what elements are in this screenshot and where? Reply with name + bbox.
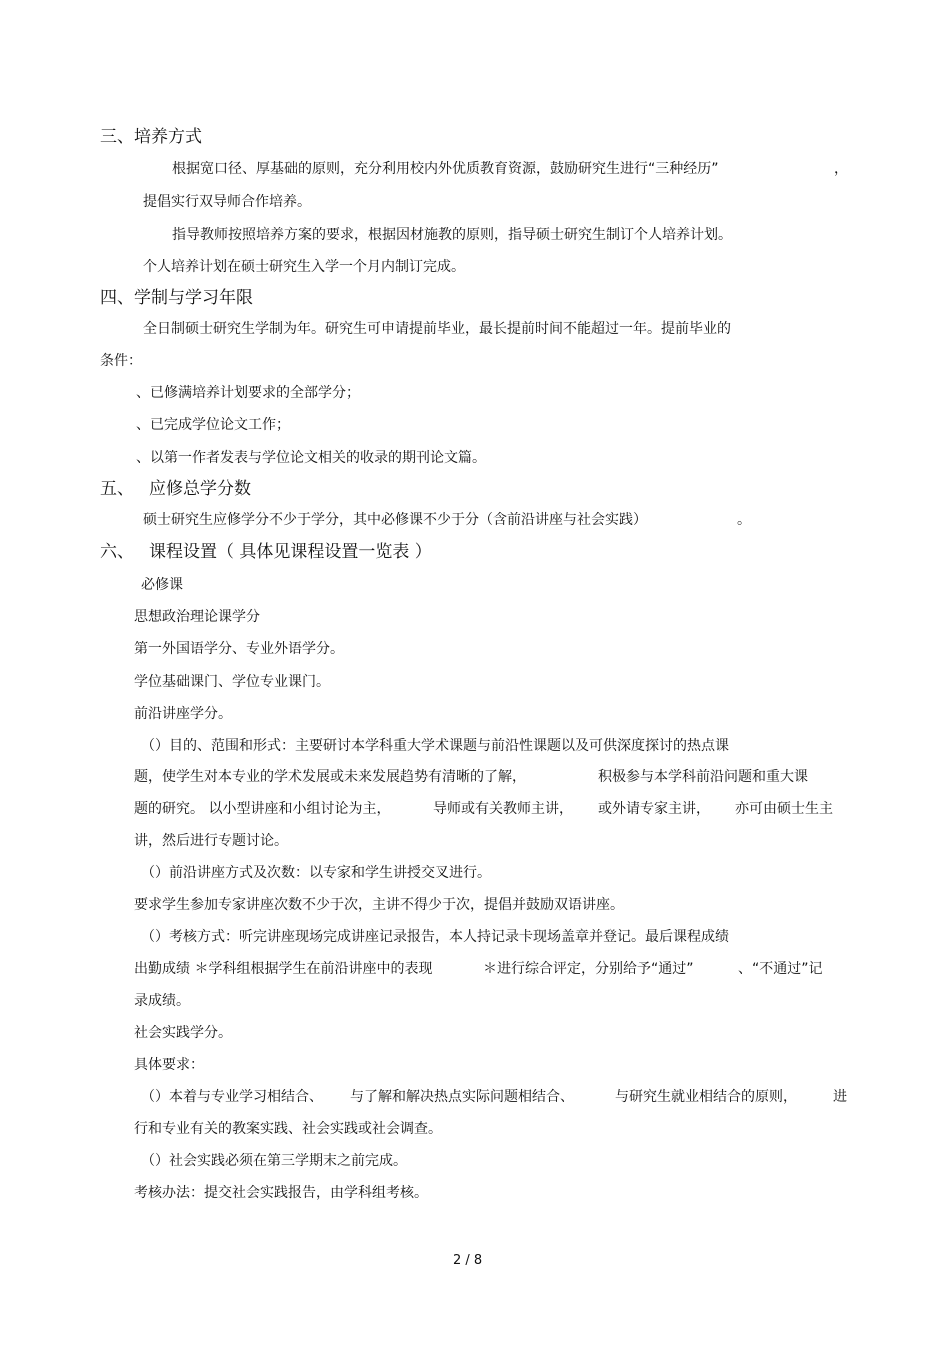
seminar-purpose-line-4: 讲，然后进行专题讨论。 bbox=[134, 833, 288, 849]
section-5-heading: 应修总学分数 bbox=[149, 479, 251, 499]
seminar-assessment-line-2a: 出勤成绩 ＊学科组根据学生在前沿讲座中的表现 bbox=[134, 961, 433, 977]
section-3-para-2-line-1: 指导教师按照培养方案的要求，根据因材施教的原则，指导硕士研究生制订个人培养计划。 bbox=[172, 227, 732, 243]
section-6-heading: 课程设置（ 具体见课程设置一览表 ） bbox=[149, 542, 432, 562]
seminar-purpose-line-3b: 导师或有关教师主讲， bbox=[433, 801, 573, 817]
course-line-2: 第一外国语学分、专业外语学分。 bbox=[134, 641, 344, 657]
section-6-number: 六、 bbox=[100, 542, 134, 562]
seminar-format-line: （）前沿讲座方式及次数：以专家和学生讲授交叉进行。 bbox=[141, 865, 491, 881]
section-3-para-2-line-2: 个人培养计划在硕士研究生入学一个月内制订完成。 bbox=[143, 259, 465, 275]
section-4-condition-3: 、以第一作者发表与学位论文相关的收录的期刊论文篇。 bbox=[136, 450, 486, 466]
practice-principle-line-1b: 与了解和解决热点实际问题相结合、 bbox=[350, 1089, 574, 1105]
course-line-3: 学位基础课门、学位专业课门。 bbox=[134, 674, 330, 690]
course-line-1: 思想政治理论课学分 bbox=[134, 609, 260, 625]
section-4-condition-2: 、已完成学位论文工作； bbox=[136, 417, 290, 433]
practice-principle-line-1a: （）本着与专业学习相结合、 bbox=[141, 1089, 323, 1105]
social-practice-line: 社会实践学分。 bbox=[134, 1025, 232, 1041]
page-number: 2 / 8 bbox=[453, 1253, 483, 1268]
practice-deadline-line: （）社会实践必须在第三学期末之前完成。 bbox=[141, 1153, 407, 1169]
seminar-purpose-line-3d: 亦可由硕士生主 bbox=[735, 801, 833, 817]
seminar-assessment-line-3: 录成绩。 bbox=[134, 993, 190, 1009]
seminar-purpose-line-2b: 积极参与本学科前沿问题和重大课 bbox=[598, 769, 808, 785]
seminar-assessment-line-2c: 、“不通过”记 bbox=[738, 961, 823, 977]
seminar-assessment-line-1: （）考核方式：听完讲座现场完成讲座记录报告，本人持记录卡现场盖章并登记。最后课程成绩 bbox=[141, 929, 729, 945]
practice-principle-line-1c: 与研究生就业相结合的原则， bbox=[615, 1089, 797, 1105]
section-5-number: 五、 bbox=[100, 479, 134, 499]
practice-principle-line-1d: 进 bbox=[833, 1089, 847, 1105]
practice-assessment-line: 考核办法：提交社会实践报告，由学科组考核。 bbox=[134, 1185, 428, 1201]
seminar-assessment-line-2b: ＊进行综合评定，分别给予“通过” bbox=[483, 961, 694, 977]
section-3-para-1-line-1: 根据宽口径、厚基础的原则，充分利用校内外优质教育资源，鼓励研究生进行“三种经历” bbox=[172, 161, 719, 177]
seminar-purpose-line-2a: 题，使学生对本专业的学术发展或未来发展趋势有清晰的了解， bbox=[134, 769, 526, 785]
practice-principle-line-2: 行和专业有关的教案实践、社会实践或社会调查。 bbox=[134, 1121, 442, 1137]
section-5-para: 硕士研究生应修学分不少于学分，其中必修课不少于分（含前沿讲座与社会实践） bbox=[143, 512, 647, 528]
required-courses-label: 必修课 bbox=[141, 577, 183, 593]
seminar-requirement-line: 要求学生参加专家讲座次数不少于次，主讲不得少于次，提倡并鼓励双语讲座。 bbox=[134, 897, 624, 913]
seminar-purpose-line-1: （）目的、范围和形式：主要研讨本学科重大学术课题与前沿性课题以及可供深度探讨的热点课 bbox=[141, 738, 729, 754]
section-4-para-line-2: 条件： bbox=[100, 353, 142, 369]
section-5-para-end: 。 bbox=[737, 512, 751, 528]
section-3-heading: 三、培养方式 bbox=[100, 127, 202, 147]
seminar-purpose-line-3c: 或外请专家主讲， bbox=[598, 801, 710, 817]
section-3-para-1-comma: ， bbox=[834, 161, 848, 177]
section-3-para-1-line-2: 提倡实行双导师合作培养。 bbox=[143, 194, 311, 210]
seminar-purpose-line-3a: 题的研究。 以小型讲座和小组讨论为主， bbox=[134, 801, 391, 817]
course-line-4: 前沿讲座学分。 bbox=[134, 706, 232, 722]
section-4-heading: 四、学制与学习年限 bbox=[100, 288, 253, 308]
specific-requirements-label: 具体要求： bbox=[134, 1057, 204, 1073]
section-4-para-line-1: 全日制硕士研究生学制为年。研究生可申请提前毕业，最长提前时间不能超过一年。提前毕业的 bbox=[143, 321, 731, 337]
section-4-condition-1: 、已修满培养计划要求的全部学分； bbox=[136, 385, 360, 401]
